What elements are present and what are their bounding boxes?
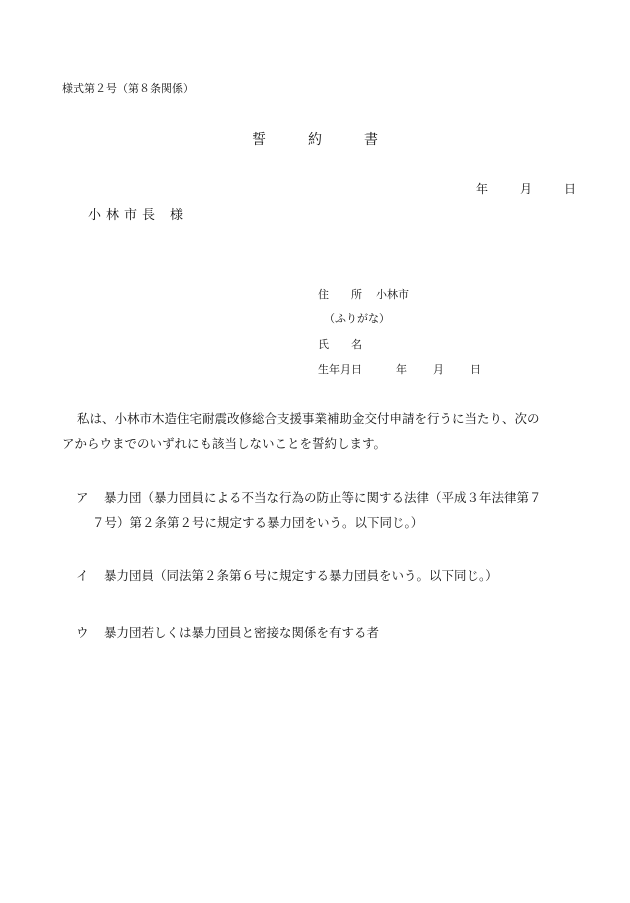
list-item-u: [76, 627, 379, 640]
birthdate-label: 生年月日: [318, 363, 362, 376]
title-char-2: 約: [308, 132, 322, 148]
pledge-text-line-2: アからウまでのいずれにも該当しないことを誓約します。: [62, 436, 387, 451]
document-title: [0, 133, 630, 147]
address-label: 住 所: [318, 288, 362, 301]
list-item-text: 暴力団員（同法第２条第６号に規定する暴力団員をいう。以下同じ。）: [104, 568, 498, 583]
list-item-i: [76, 570, 498, 583]
birth-month-label: 月: [433, 363, 444, 376]
addressee: [88, 209, 188, 222]
pledge-text-line-1: 私は、小林市木造住宅耐震改修総合支援事業補助金交付申請を行うに当たり、次の: [77, 411, 540, 426]
addressee-name: 小林市長: [88, 208, 161, 223]
birth-day-label: 日: [470, 363, 481, 376]
date-day-label: 日: [564, 182, 577, 196]
list-item-a: [76, 492, 542, 505]
furigana-label: （ふりがな）: [324, 312, 390, 325]
list-item-text: 暴力団（暴力団員による不当な行為の防止等に関する法律（平成３年法律第７: [104, 490, 542, 505]
addressee-honorific: 様: [170, 208, 189, 223]
name-label: 氏 名: [318, 338, 362, 351]
title-char-1: 誓: [252, 132, 266, 148]
birthdate-row: [318, 364, 481, 375]
date-year-label: 年: [476, 182, 489, 196]
submission-date: [476, 183, 576, 195]
title-char-3: 書: [364, 132, 378, 148]
form-number: 様式第２号（第８条関係）: [62, 82, 194, 95]
list-item-marker: イ: [76, 568, 89, 583]
address-row: [318, 289, 409, 300]
birth-year-label: 年: [396, 363, 407, 376]
date-month-label: 月: [520, 182, 533, 196]
list-item-a-continuation: ７号）第２条第２号に規定する暴力団をいう。以下同じ。）: [92, 515, 424, 530]
furigana-row: [324, 313, 390, 324]
list-item-marker: ウ: [76, 625, 89, 640]
list-item-marker: ア: [76, 490, 89, 505]
address-value: 小林市: [376, 288, 409, 301]
list-item-text: 暴力団若しくは暴力団員と密接な関係を有する者: [104, 625, 380, 640]
name-row: [318, 339, 362, 350]
